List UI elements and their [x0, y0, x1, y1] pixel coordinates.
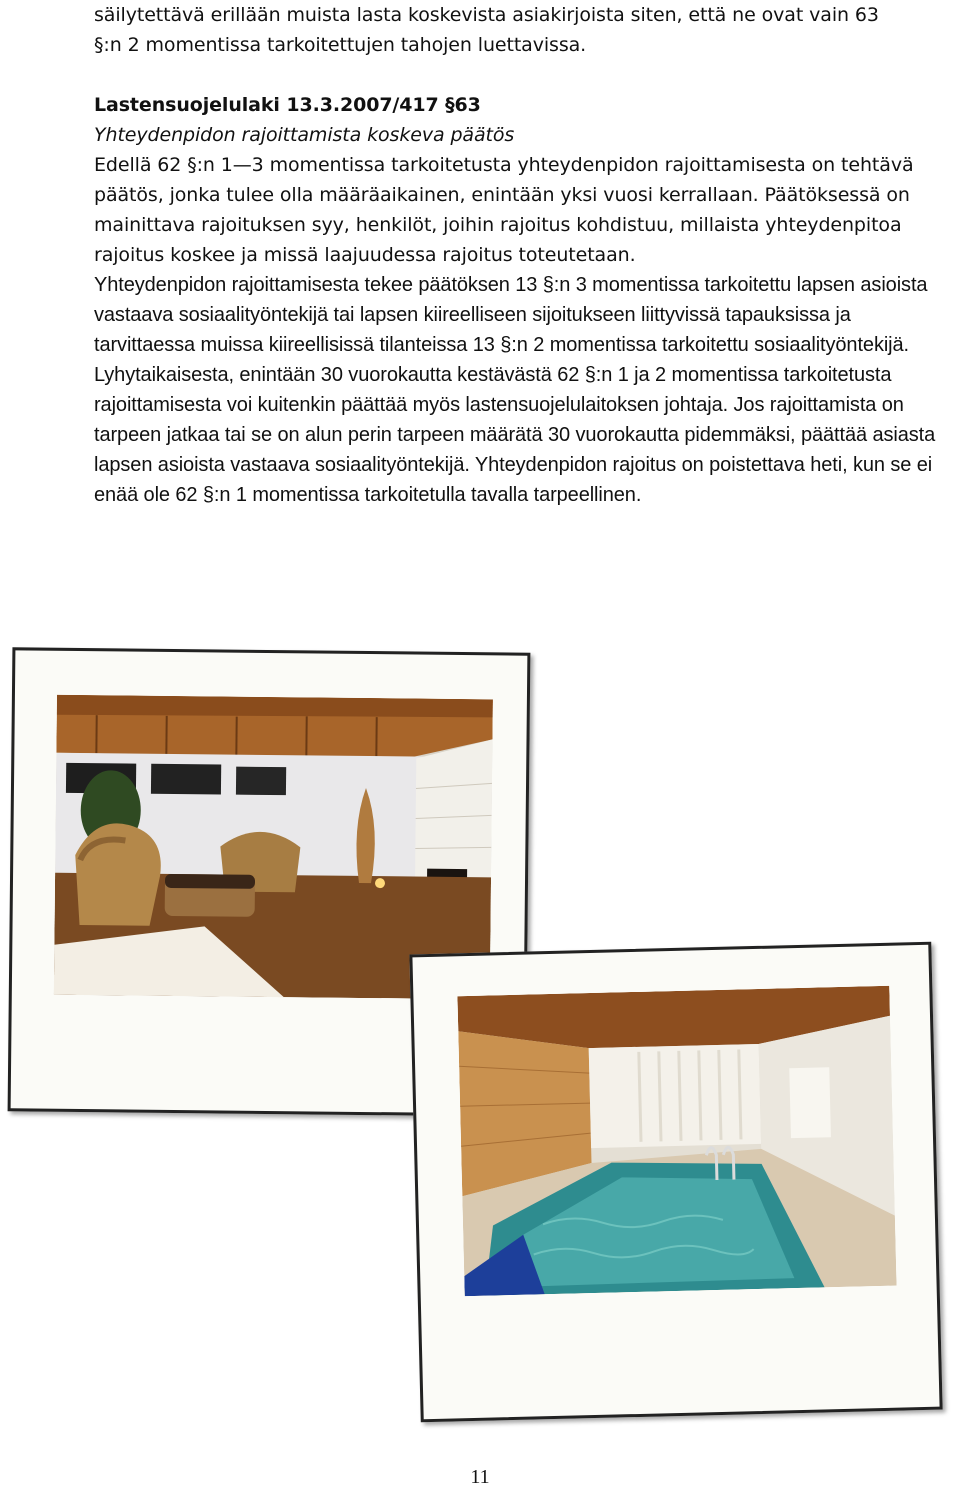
- intro-line-1: säilytettävä erillään muista lasta koskevista asiakirjoista siten, että ne ovat vain 63: [94, 4, 879, 26]
- paragraph-1: Edellä 62 §:n 1—3 momentissa tarkoitetusta yhteydenpidon rajoittamisesta on tehtävä päätös, jonka tulee olla määräaikainen, enintään yksi vuosi kerrallaan. Päätöksessä on mainittava rajoituksen syy, henkilöt, joihin rajoitus kohdistuu, millaista yhteydenpitoa rajoitus koskee ja missä laajuudessa rajoitus toteutetaan.: [94, 154, 914, 266]
- paragraph-2: Yhteydenpidon rajoittamisesta tekee päätöksen 13 §:n 3 momentissa tarkoitettu lapsen asioista vastaava sosiaalityöntekijä tai lapsen kiireelliseen sijoitukseen liittyvissä tapauksissa ja tarvittaessa muissa kiireellisissä tilanteissa 13 §:n 2 momentissa tarkoitettu sosiaalityöntekijä. Lyhytaikaisesta, enintään 30 vuorokautta kestävästä 62 §:n 1 ja 2 momentissa tarkoitetusta rajoittamisesta voi kuitenkin päättää myös lastensuojelulaitoksen johtaja. Jos rajoittamista on tarpeen jatkaa tai se on alun perin tarpeen määrätä 30 vuorokautta pidemmäksi, päättää asiasta lapsen asioista vastaava sosiaalityöntekijä. Yhteydenpidon rajoitus on poistettava heti, kun se ei enää ole 62 §:n 1 momentissa tarkoitetulla tavalla tarpeellinen.: [94, 274, 936, 506]
- intro-line-2: §:n 2 momentissa tarkoitettujen tahojen luettavissa.: [94, 34, 587, 56]
- paragraph-gap: [94, 60, 944, 90]
- pool-photo-frame: [409, 942, 942, 1423]
- pool-illustration: [457, 986, 896, 1296]
- section-subtitle: Yhteydenpidon rajoittamista koskeva päätös: [94, 124, 515, 146]
- section-title: Lastensuojelulaki 13.3.2007/417 §63: [94, 94, 481, 116]
- document-body: [94, 0, 944, 510]
- pool-photo: [457, 986, 896, 1296]
- page-number: 11: [470, 1466, 490, 1488]
